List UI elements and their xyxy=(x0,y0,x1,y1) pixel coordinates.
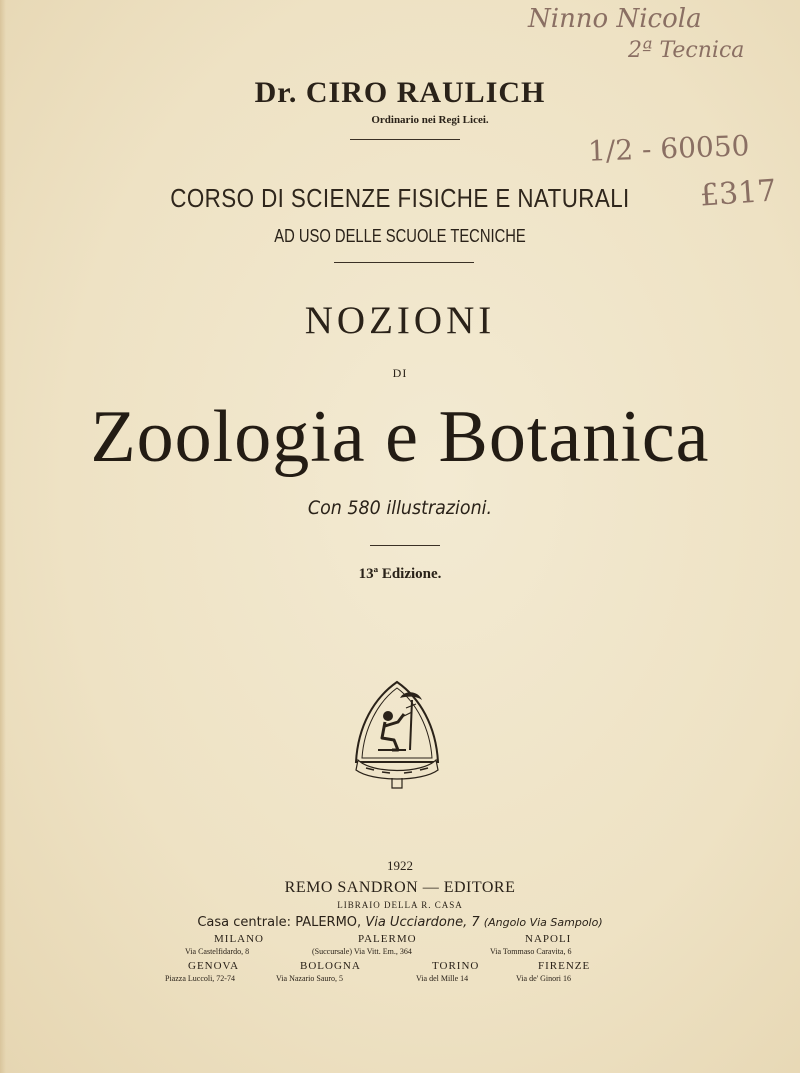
handwritten-price: £317 xyxy=(698,173,778,214)
branch-city: PALERMO xyxy=(358,933,417,945)
publication-year: 1922 xyxy=(387,858,413,873)
page-edge-shadow xyxy=(0,0,6,1073)
series-title: CORSO DI SCIENZE FISICHE E NATURALI xyxy=(170,183,630,213)
main-house-line xyxy=(0,915,800,930)
book-title-subject: Zoologia e Botanica xyxy=(90,396,710,478)
divider xyxy=(334,262,474,263)
publisher-name: REMO SANDRON — EDITORE xyxy=(284,879,516,896)
main-house-note: (Angolo Via Sampolo) xyxy=(483,916,603,929)
branch-address: Via de' Ginori 16 xyxy=(516,974,571,983)
publisher-emblem-icon xyxy=(352,678,442,790)
edition: 13ª Edizione. xyxy=(358,566,442,582)
main-house-city: PALERMO, xyxy=(295,915,362,930)
main-house-label: Casa centrale: xyxy=(197,915,292,930)
branch-address: Via Tommaso Caravita, 6 xyxy=(490,947,572,956)
branch-city: FIRENZE xyxy=(538,960,591,972)
series-subtitle: AD USO DELLE SCUOLE TECNICHE xyxy=(274,226,526,246)
handwritten-owner-name: Ninno Nicola xyxy=(528,4,702,34)
branch-address: Via Nazario Sauro, 5 xyxy=(276,974,344,983)
branch-city: NAPOLI xyxy=(525,933,572,945)
branch-address: (Succursale) Via Vitt. Em., 364 xyxy=(312,947,412,956)
author-name: Dr. CIRO RAULICH xyxy=(254,76,546,109)
divider xyxy=(350,139,460,140)
handwritten-catalog-ref: 1/2 - 60050 xyxy=(587,129,750,168)
author-position: Ordinario nei Regi Licei. xyxy=(371,114,489,126)
branch-city: MILANO xyxy=(214,933,264,945)
branch-city: GENOVA xyxy=(188,960,240,972)
book-title-line2: DI xyxy=(392,366,408,380)
illustrations-count: Con 580 illustrazioni. xyxy=(307,497,493,519)
handwritten-owner-class: 2ª Tecnica xyxy=(628,38,745,63)
branch-address: Piazza Luccoli, 72-74 xyxy=(165,974,235,983)
divider xyxy=(370,545,440,546)
book-title-line1: NOZIONI xyxy=(304,299,496,342)
branch-city: TORINO xyxy=(432,960,480,972)
publisher-subtitle: LIBRAIO DELLA R. CASA xyxy=(337,900,463,910)
branch-address: Via del Mille 14 xyxy=(416,974,469,983)
main-house-street: Via Ucciardone, 7 xyxy=(365,915,480,930)
branch-address: Via Castelfidardo, 8 xyxy=(185,947,250,956)
branch-city: BOLOGNA xyxy=(300,960,361,972)
